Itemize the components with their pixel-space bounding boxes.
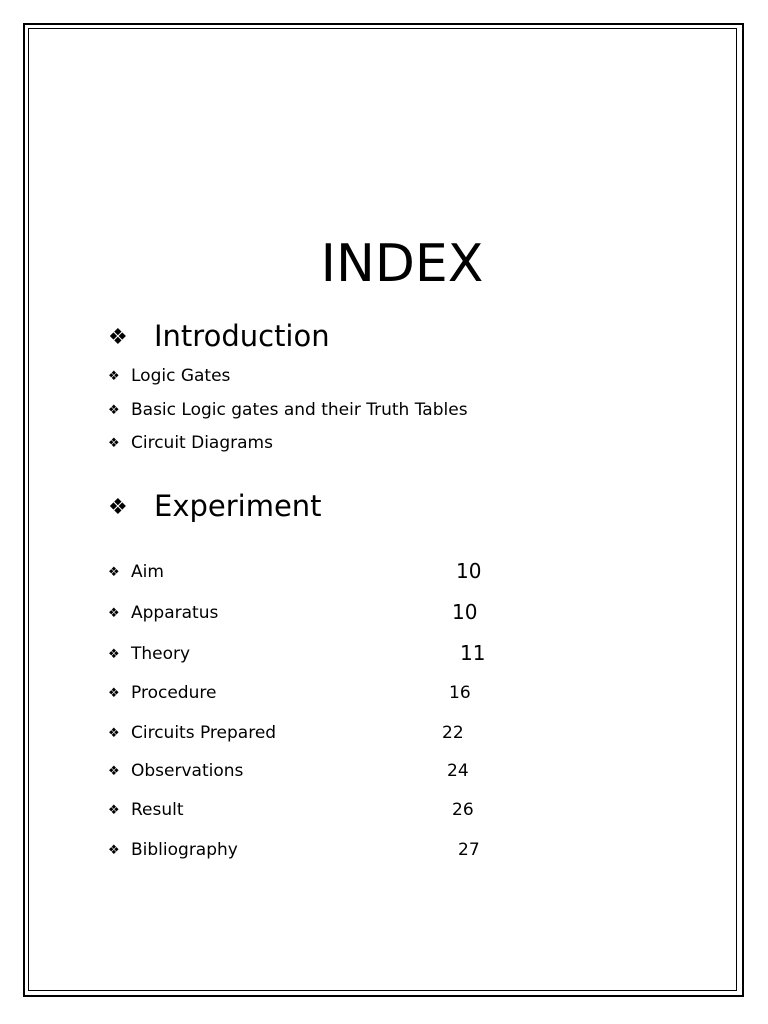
list-item-label: Result xyxy=(131,800,184,820)
list-item-label: Logic Gates xyxy=(131,366,231,386)
page-number: 27 xyxy=(458,840,480,860)
section-introduction xyxy=(108,318,330,356)
page-number: 11 xyxy=(460,641,486,665)
list-item-label: Circuit Diagrams xyxy=(131,433,273,453)
diamond-bullet-icon: ❖ xyxy=(108,686,120,701)
list-item-label: Basic Logic gates and their Truth Tables xyxy=(131,400,468,420)
list-item-label: Observations xyxy=(131,761,244,781)
list-item-label: Circuits Prepared xyxy=(131,723,277,743)
list-item-label: Bibliography xyxy=(131,840,238,860)
page-number: 24 xyxy=(447,761,469,781)
list-item-label: Theory xyxy=(131,644,191,664)
diamond-bullet-icon: ❖ xyxy=(108,325,128,350)
list-item xyxy=(108,432,273,455)
list-item xyxy=(108,365,230,388)
section-experiment xyxy=(108,488,322,526)
list-item-label: Procedure xyxy=(131,683,217,703)
list-item xyxy=(108,561,164,584)
diamond-bullet-icon: ❖ xyxy=(108,436,120,451)
diamond-bullet-icon: ❖ xyxy=(108,403,120,418)
diamond-bullet-icon: ❖ xyxy=(108,764,120,779)
diamond-bullet-icon: ❖ xyxy=(108,803,120,818)
list-item xyxy=(108,722,276,745)
page-number: 22 xyxy=(442,723,464,743)
diamond-bullet-icon: ❖ xyxy=(108,606,120,621)
list-item xyxy=(108,682,216,705)
page-title: INDEX xyxy=(320,234,484,294)
page-number: 26 xyxy=(452,800,474,820)
page-number: 10 xyxy=(456,559,482,583)
list-item xyxy=(108,799,184,822)
section-heading: Introduction xyxy=(154,319,330,353)
list-item xyxy=(108,839,238,862)
diamond-bullet-icon: ❖ xyxy=(108,843,120,858)
list-item xyxy=(108,602,218,625)
section-heading: Experiment xyxy=(154,489,322,523)
page-number: 16 xyxy=(449,683,471,703)
diamond-bullet-icon: ❖ xyxy=(108,495,128,520)
list-item-label: Apparatus xyxy=(131,603,219,623)
diamond-bullet-icon: ❖ xyxy=(108,726,120,741)
list-item xyxy=(108,760,243,783)
diamond-bullet-icon: ❖ xyxy=(108,565,120,580)
page-number: 10 xyxy=(452,600,478,624)
list-item-label: Aim xyxy=(131,562,164,582)
list-item xyxy=(108,399,468,422)
diamond-bullet-icon: ❖ xyxy=(108,369,120,384)
diamond-bullet-icon: ❖ xyxy=(108,647,120,662)
list-item xyxy=(108,643,190,666)
